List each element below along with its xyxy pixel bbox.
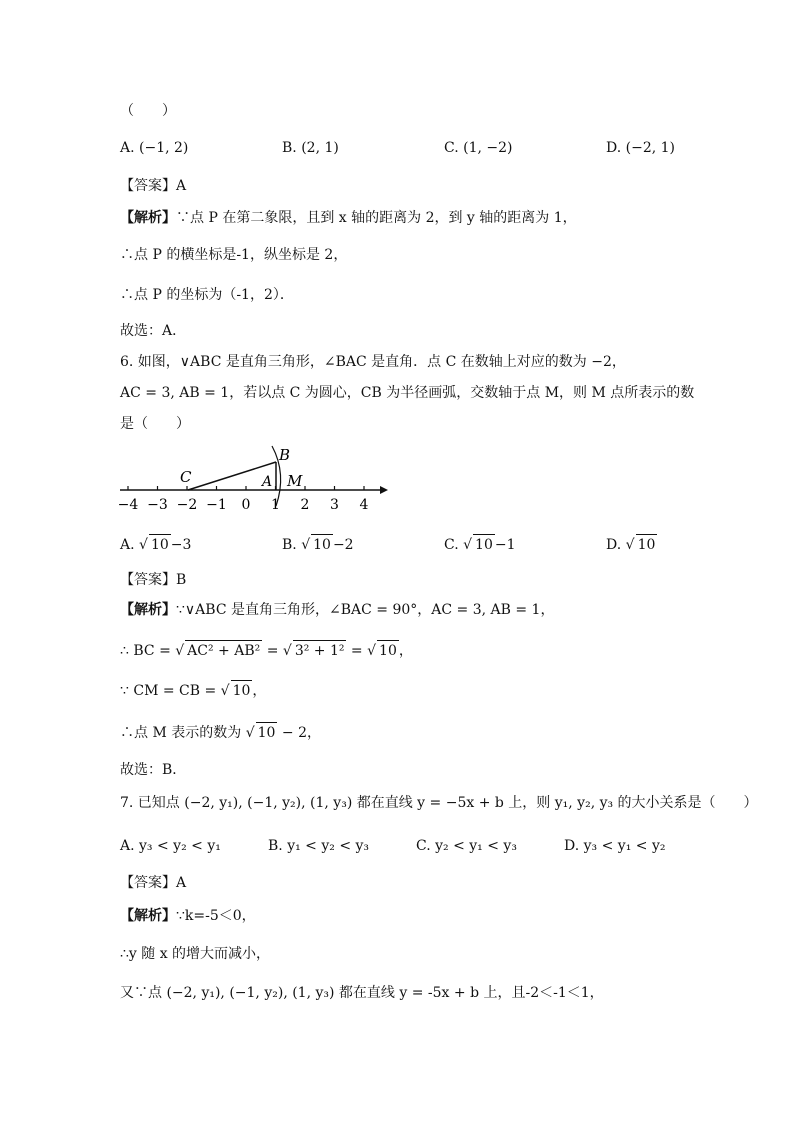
axis-arrow: [380, 486, 388, 494]
q5-analysis-2: ∴点 P 的横坐标是-1，纵坐标是 2，: [120, 247, 348, 263]
q6-option-b: B. √ 10 −2: [282, 534, 354, 555]
label-c: C: [180, 468, 192, 486]
q5-option-d: D. (−2, 1): [606, 140, 676, 156]
q5-option-b: B. (2, 1): [282, 140, 339, 156]
q7-stem: 7. 已知点 (−2, y₁), (−1, y₂), (1, y₃) 都在直线 y = −5x + b 上，则 y₁, y₂, y₃ 的大小关系是（ ）: [120, 795, 758, 811]
q5-answer: 【答案】A: [120, 178, 187, 194]
q7-option-b: B. y₁ < y₂ < y₃: [268, 838, 370, 854]
tick-label: 2: [300, 497, 310, 513]
q6-analysis-4: ∴点 M 表示的数为 √ 10 − 2，: [120, 722, 321, 743]
label-b: B: [279, 446, 291, 464]
label-m: M: [287, 472, 303, 490]
q6-analysis-5: 故选：B．: [120, 762, 187, 778]
q6-option-c: C. √ 10 −1: [444, 534, 516, 555]
q7-option-c: C. y₂ < y₁ < y₃: [416, 838, 517, 854]
q6-analysis-1: 【解析】∵∨ABC 是直角三角形，∠BAC = 90°，AC = 3, AB = 1，: [120, 602, 555, 618]
q7-option-a: A. y₃ < y₂ < y₁: [120, 838, 221, 854]
q7-analysis-3: 又∵点 (−2, y₁), (−1, y₂), (1, y₃) 都在直线 y = -5x + b 上，且-2＜-1＜1，: [120, 985, 604, 1001]
tick-label: 1: [271, 497, 280, 513]
q6-stem-2: AC = 3, AB = 1，若以点 C 为圆心，CB 为半径画弧，交数轴于点 M，则 M 点所表示的数: [120, 385, 695, 401]
q6-option-a: A. √ 10 −3: [120, 534, 191, 555]
tick-label: 0: [241, 497, 251, 513]
q6-analysis-2: ∴ BC = √ AC² + AB² = √ 3² + 1² = √ 10 ，: [120, 640, 413, 661]
q5-analysis-1: 【解析】∵点 P 在第二象限，且到 x 轴的距离为 2，到 y 轴的距离为 1，: [120, 210, 577, 226]
label-a: A: [262, 474, 273, 490]
q5-analysis-3: ∴点 P 的坐标为（-1，2）．: [120, 287, 294, 303]
tick-label: −1: [206, 497, 227, 513]
q7-answer: 【答案】A: [120, 875, 187, 891]
q6-option-d: D. √ 10: [606, 534, 657, 555]
q6-stem-1: 6. 如图，∨ABC 是直角三角形，∠BAC 是直角．点 C 在数轴上对应的数为 −2，: [120, 354, 626, 370]
q5-option-c: C. (1, −2): [444, 140, 513, 156]
q6-stem-3: 是（ ）: [120, 416, 190, 432]
tick-label: −2: [176, 497, 198, 513]
q5-option-a: A. (−1, 2): [120, 140, 189, 156]
tick-label: 4: [359, 497, 369, 513]
tick-label: 3: [330, 497, 339, 513]
q7-analysis-1: 【解析】∵k=-5＜0，: [120, 908, 256, 924]
q5-analysis-4: 故选：A．: [120, 323, 187, 339]
tick-label: −3: [147, 497, 168, 513]
tick-label: −4: [117, 497, 139, 513]
number-line-figure: [112, 438, 392, 518]
q7-option-d: D. y₃ < y₁ < y₂: [564, 838, 666, 854]
q6-analysis-3: ∵ CM = CB = √ 10 ，: [120, 680, 266, 701]
q5-paren: （ ）: [120, 103, 176, 119]
q7-analysis-2: ∴y 随 x 的增大而减小，: [120, 946, 271, 962]
q6-answer: 【答案】B: [120, 572, 187, 588]
